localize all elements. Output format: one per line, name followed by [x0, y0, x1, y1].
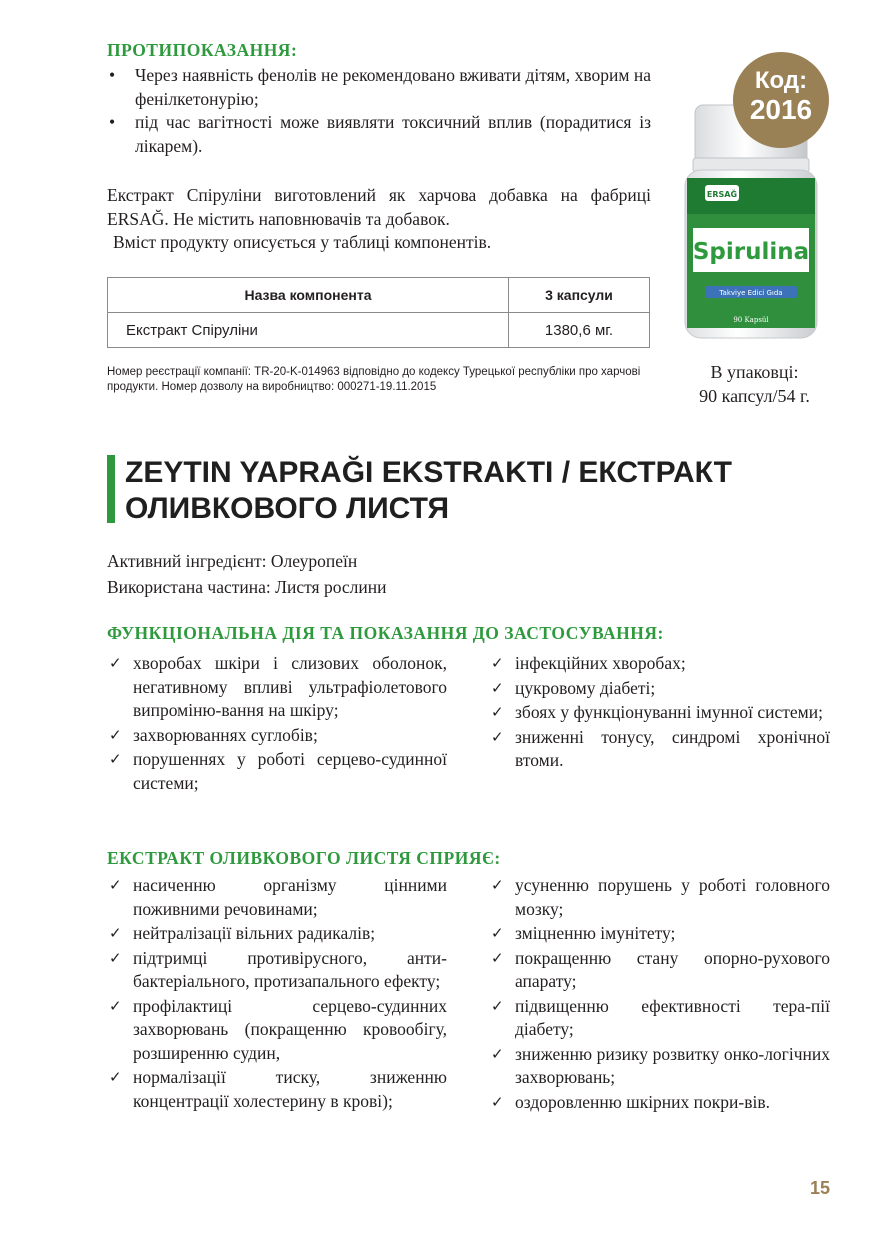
intro-line1: Екстракт Спіруліни виготовлений як харчова добавка на фабриці ERSAĞ. Не містить наповнювачів та добавок.: [107, 185, 651, 229]
contraindications-section: [107, 40, 651, 158]
section-title-line2: ОЛИВКОВОГО ЛИСТЯ: [125, 492, 450, 525]
product-code-badge: [733, 52, 829, 148]
active-ingredient: Активний інгредієнт: Олеуропеїн: [107, 551, 358, 571]
list-item: ✓ підтримці противірусного, анти-бактеріального, протизапального ефекту;: [109, 947, 447, 991]
list-item: ✓ профілактиці серцево-судинних захворювань (покращенню кровообігу, розширенню судин,: [109, 995, 447, 1063]
list-item: ✓ хворобах шкіри і слизових оболонок, негативному впливі ультрафіолетового випроміню-вання на шкіру;: [109, 653, 447, 720]
components-table: [107, 277, 650, 348]
check-icon: ✓: [491, 727, 504, 746]
list-item: ✓ підвищенню ефективності тера-пії діабету;: [491, 995, 830, 1039]
contraindications-heading: ПРОТИПОКАЗАННЯ:: [107, 40, 298, 60]
section-title-line1: ZEYTIN YAPRAĞI EKSTRAKTI / ЕКСТРАКТ: [125, 456, 732, 489]
check-icon: ✓: [109, 1068, 122, 1086]
list-item: ✓ зміцненню імунітету;: [489, 922, 830, 946]
check-icon: ✓: [109, 924, 122, 942]
page-number: 15: [809, 1178, 830, 1198]
list-item: ✓ усуненню порушень у роботі головного мозку;: [491, 875, 830, 919]
list-item: ✓ інфекційних хворобах;: [489, 652, 830, 676]
promotes-list-left: [107, 874, 447, 1114]
check-icon: ✓: [491, 654, 504, 672]
check-icon: ✓: [109, 750, 122, 768]
check-icon: ✓: [109, 725, 122, 744]
intro-line2: Вміст продукту описується у таблиці компонентів.: [113, 232, 492, 252]
registration-note: Номер реєстрації компанії: TR-20-K-014963 відповідно до кодексу Турецької республіки про харчові продукти. Номер дозволу на виробництво: 000271-19.11.2015: [107, 366, 641, 393]
promotes-list-right: [489, 874, 830, 1115]
check-icon: ✓: [491, 678, 504, 697]
code-label: Код:: [754, 67, 808, 94]
package-info: [662, 361, 847, 408]
promotes-heading: ЕКСТРАКТ ОЛИВКОВОГО ЛИСТЯ СПРИЯЄ:: [107, 848, 501, 868]
code-value: 2016: [749, 94, 813, 125]
check-icon: ✓: [491, 703, 504, 721]
check-icon: ✓: [109, 996, 122, 1015]
svg-text:ERSAĞ: ERSAĞ: [706, 190, 738, 199]
table-row: [108, 313, 650, 348]
table-header-row: [108, 278, 650, 313]
svg-text:Takviye Edici Gıda: Takviye Edici Gıda: [719, 289, 783, 297]
package-line2: 90 капсул/54 г.: [699, 385, 810, 406]
check-icon: ✓: [491, 948, 504, 967]
table-header: 3 капсули: [509, 278, 650, 313]
list-item: • під час вагітності може виявляти токсичний вплив (порадитися із лікарем).: [109, 112, 651, 156]
package-line1: В упаковці:: [710, 362, 799, 382]
list-item: ✓ покращенню стану опорно-рухового апарату;: [491, 947, 830, 991]
list-item: ✓ захворюваннях суглобів;: [107, 724, 447, 748]
section-title-bar: [107, 455, 115, 523]
functional-list-right: [489, 652, 830, 774]
used-part: Використана частина: Листя рослини: [107, 577, 387, 597]
functional-heading: ФУНКЦІОНАЛЬНА ДІЯ ТА ПОКАЗАННЯ ДО ЗАСТОСУВАННЯ:: [107, 623, 664, 643]
table-header: Назва компонента: [108, 278, 509, 313]
table-cell: Екстракт Спіруліни: [108, 313, 509, 348]
list-item: ✓ нормалізації тиску, зниженню концентрації холестерину в крові);: [109, 1067, 447, 1111]
check-icon: ✓: [491, 996, 504, 1015]
section-title: [125, 455, 825, 527]
list-item: • Через наявність фенолів не рекомендовано вживати дітям, хворим на фенілкетонурію;: [109, 65, 651, 109]
list-item: ✓ зниженню ризику розвитку онко-логічних захворювань;: [491, 1043, 830, 1087]
list-item: ✓ збоях у функціонуванні імунної системи;: [489, 701, 830, 725]
list-item: ✓ нейтралізації вільних радикалів;: [107, 922, 447, 946]
list-item: ✓ порушеннях у роботі серцево-судинної системи;: [109, 749, 447, 793]
list-item: ✓ зниженні тонусу, синдромі хронічної втоми.: [491, 726, 830, 770]
check-icon: ✓: [491, 1092, 504, 1111]
svg-text:Spirulina: Spirulina: [692, 239, 810, 265]
contraindications-list: [107, 64, 651, 158]
table-cell: 1380,6 мг.: [509, 313, 650, 348]
check-icon: ✓: [491, 1044, 504, 1063]
check-icon: ✓: [109, 876, 122, 894]
list-item: ✓ цукровому діабеті;: [489, 677, 830, 701]
intro-paragraph: [107, 184, 651, 255]
functional-list-left: [107, 652, 447, 796]
list-item: ✓ насиченню організму цінними поживними речовинами;: [109, 875, 447, 919]
svg-text:90 Kapsül: 90 Kapsül: [733, 316, 769, 324]
check-icon: ✓: [491, 924, 504, 942]
ingredient-info: [107, 548, 707, 600]
check-icon: ✓: [491, 876, 504, 894]
check-icon: ✓: [109, 654, 122, 672]
check-icon: ✓: [109, 948, 122, 967]
list-item: ✓ оздоровленню шкірних покри-вів.: [489, 1091, 830, 1115]
